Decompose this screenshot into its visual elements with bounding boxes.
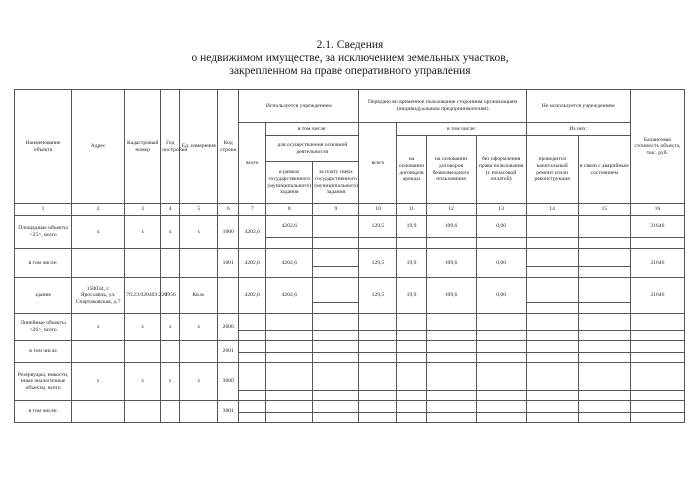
row-code: 3000 (218, 363, 239, 401)
row-address: х (72, 216, 125, 249)
table-row-2001-top (15, 341, 685, 353)
row-balance: 31646 (630, 249, 684, 278)
row-year: х (161, 314, 180, 341)
col-number: 11 (397, 204, 426, 216)
row-unit: х (180, 216, 218, 249)
header-rent: на основании договоров аренды (397, 136, 426, 204)
header-within-task: в рамках государственного (муниципального) задания (266, 162, 313, 204)
row-code: 2000 (218, 314, 239, 341)
col-number: 13 (476, 204, 526, 216)
header-emergency: в связи с аварийным состоянием (578, 136, 630, 204)
section-subtitle-line-2: закрепленном на праве оперативного управления (229, 65, 471, 77)
row-balance: 31646 (630, 216, 684, 238)
row-code: 2001 (218, 341, 239, 363)
header-used-including: в том числе: (266, 123, 359, 136)
row-address: х (72, 314, 125, 341)
col-number: 9 (313, 204, 359, 216)
row-code: 3001 (218, 401, 239, 423)
col-number: 3 (125, 204, 161, 216)
col-number: 6 (218, 204, 239, 216)
header-basic-activity: для осуществления основной деятельности (266, 136, 359, 162)
row-address: х (72, 363, 125, 401)
row-rent: 19,9 (397, 278, 426, 314)
col-number: 15 (578, 204, 630, 216)
col-number: 5 (180, 204, 218, 216)
header-cadastral: Кадастровый номер (125, 90, 161, 204)
row-rent: 19,9 (397, 216, 426, 238)
header-transferred-including: в том числе: (397, 123, 526, 136)
row-name: в том числе (15, 341, 72, 363)
col-number: 14 (526, 204, 578, 216)
header-name: Наименование объекта (15, 90, 72, 204)
row-within-task: 4202,6 (266, 216, 313, 238)
row-name: здание (15, 278, 72, 314)
table-row-1000-top (15, 216, 685, 238)
table-row-building-top (15, 278, 685, 303)
col-number: 16 (630, 204, 684, 216)
row-free-use: 109,6 (426, 278, 476, 314)
row-year: х (161, 363, 180, 401)
column-numbers-row (15, 204, 685, 216)
row-free-use: 109,6 (426, 216, 476, 238)
header-transferred: Передано во временное пользование сторонним организациям (индивидуальным предпринимателям) (359, 90, 526, 123)
row-name: Резервуары, емкости, иные аналогичные объекты, всего (15, 363, 72, 401)
header-transferred-total: всего (359, 123, 397, 204)
row-address: 150034, г. Ярославль, ул. Спартаковская, д.7 (72, 278, 125, 314)
col-number: 12 (426, 204, 476, 216)
row-within-task: 4202,6 (266, 278, 313, 314)
header-of-them: Из них: (526, 123, 630, 136)
header-used-total: всего (239, 123, 266, 204)
row-without-docs: 0,00 (476, 216, 526, 238)
row-cadastral: х (125, 363, 161, 401)
row-year: х (161, 216, 180, 249)
header-repair: проводится капитальный ремонт и/или реконструкция (526, 136, 578, 204)
table-row-3000-top (15, 363, 685, 391)
row-name: Линейные объекты <26>, всего (15, 314, 72, 341)
header-address: Адрес (72, 90, 125, 204)
row-transferred-total: 129,5 (359, 216, 397, 238)
header-row-1 (15, 90, 685, 123)
header-used: Используется учреждением (239, 90, 359, 123)
row-name: в том числе: (15, 401, 72, 423)
header-code: Код строки (218, 90, 239, 204)
row-unit: х (180, 314, 218, 341)
col-number: 4 (161, 204, 180, 216)
section-title: 2.1. Сведения (316, 39, 384, 51)
col-number: 1 (15, 204, 72, 216)
table-row-2000-top (15, 314, 685, 331)
header-free-use: на основании договоров безвозмездного пользования (426, 136, 476, 204)
row-transferred-total: 129,5 (359, 249, 397, 278)
row-year: 1956 (161, 278, 180, 314)
row-total-used: 4202,6 (239, 278, 266, 314)
row-transferred-total: 129,5 (359, 278, 397, 314)
row-cadastral: 76:23:020403:220 (125, 278, 161, 314)
row-total-used: 4202,6 (239, 249, 266, 278)
col-number: 8 (266, 204, 313, 216)
row-cadastral: х (125, 216, 161, 249)
property-table (14, 89, 685, 423)
row-within-task: 4202,6 (266, 249, 313, 278)
col-number: 10 (359, 204, 397, 216)
header-balance: Балансовая стоимость объекта, тыс. руб. (630, 90, 684, 204)
table-row-3001-top (15, 401, 685, 413)
table-row-1001-top (15, 249, 685, 267)
row-code: 1000 (218, 216, 239, 249)
header-above-task: за плату сверх государственного (муниципального) задания (313, 162, 359, 204)
row-balance: 31646 (630, 278, 684, 314)
header-unit: Ед. измерения (180, 90, 218, 204)
row-code: 1001 (218, 249, 239, 278)
header-without-docs: без оформления права пользования (с почасовой оплатой) (476, 136, 526, 204)
row-unit: Кв.м. (180, 278, 218, 314)
row-total-used: 4202,6 (239, 216, 266, 249)
row-rent: 19,9 (397, 249, 426, 278)
header-not-used: Не используется учреждением (526, 90, 630, 123)
row-name: Площадные объекты <25>, всего (15, 216, 72, 249)
col-number: 2 (72, 204, 125, 216)
row-name: в том числе: (15, 249, 72, 278)
row-free-use: 109,6 (426, 249, 476, 278)
row-without-docs: 0,00 (476, 278, 526, 314)
row-cadastral: х (125, 314, 161, 341)
header-year: Год постройки (161, 90, 180, 204)
row-without-docs: 0,00 (476, 249, 526, 278)
col-number: 7 (239, 204, 266, 216)
row-unit: х (180, 363, 218, 401)
section-subtitle-line-1: о недвижимом имуществе, за исключением земельных участков, (191, 52, 509, 64)
